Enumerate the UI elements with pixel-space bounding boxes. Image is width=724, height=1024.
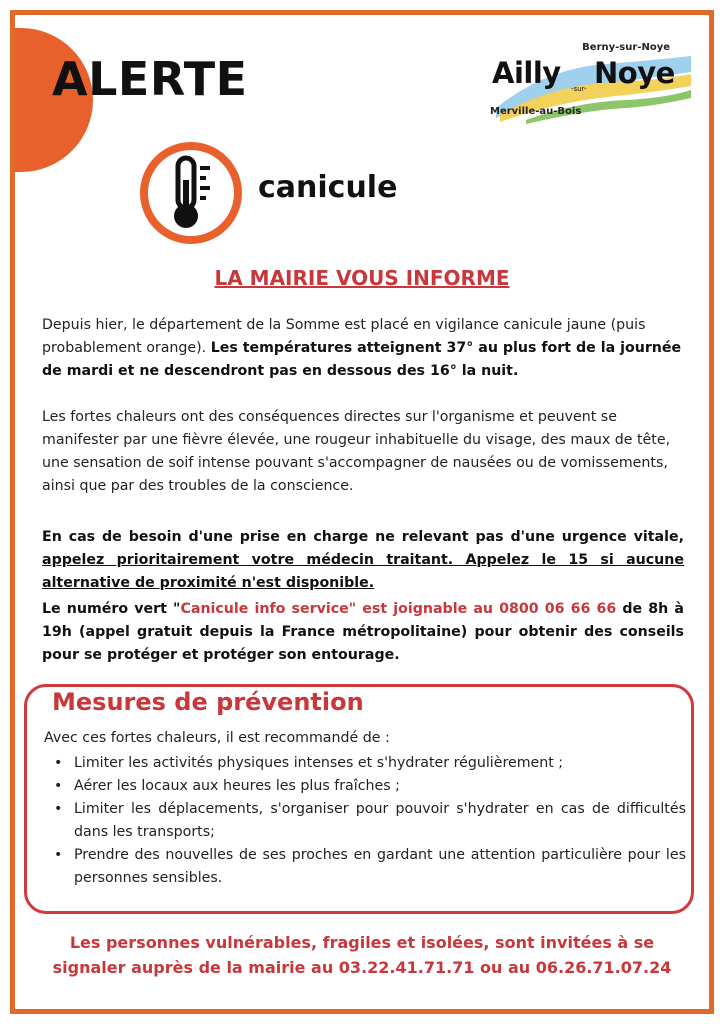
bullet-icon: • — [54, 847, 63, 863]
list-item-text: Aérer les locaux aux heures les plus fraîches ; — [74, 778, 400, 794]
logo-sur: -sur- — [571, 85, 587, 93]
paragraph-hotline-number: Canicule info service" est joignable au 0800 06 66 66 — [180, 601, 617, 617]
list-item-text: Prendre des nouvelles de ses proches en gardant une attention particulière pour les personnes sensibles. — [74, 847, 686, 886]
list-item — [50, 752, 686, 775]
list-item — [50, 775, 686, 798]
paragraph-hotline-start: Le numéro vert " — [42, 601, 181, 617]
list-item — [50, 844, 686, 890]
logo-berny: Berny-sur-Noye — [582, 42, 670, 53]
logo-ailly: Ailly — [492, 56, 561, 90]
prevention-title: Mesures de prévention — [52, 688, 364, 716]
paragraph-vigilance — [42, 314, 684, 383]
thermometer-icon — [138, 140, 244, 246]
logo-merville: Merville-au-Bois — [490, 106, 582, 117]
main-heading: LA MAIRIE VOUS INFORME — [214, 266, 510, 290]
paragraph-vigilance-normal: Depuis hier, le département de la Somme est placé en vigilance canicule jaune (puis probablement orange). — [42, 317, 646, 356]
list-item — [50, 798, 686, 844]
list-item-text: Limiter les activités physiques intenses et s'hydrater régulièrement ; — [74, 755, 564, 771]
paragraph-vigilance-bold: Les températures atteignent 37° au plus fort de la journée de mardi et ne descendront pas en dessous des 16° la nuit. — [42, 340, 682, 379]
list-item-text: Limiter les déplacements, s'organiser pour pouvoir s'hydrater en cas de difficultés dans les transports; — [74, 801, 686, 840]
town-logo — [486, 38, 696, 124]
footer-contact — [0, 930, 724, 980]
alert-title: ALERTE — [52, 52, 248, 106]
paragraph-care-underlined: appelez prioritairement votre médecin traitant. Appelez le 15 si aucune alternative de proximité n'est disponible. — [42, 552, 684, 591]
alert-subject: canicule — [258, 170, 398, 205]
paragraph-symptoms: Les fortes chaleurs ont des conséquences directes sur l'organisme et peuvent se manifester par une fièvre élevée, une rougeur inhabituelle du visage, des maux de tête, une sensation de soif intense pouvant s'accompagner de nausées ou de vomissements, ainsi que par des troubles de la conscience. — [42, 409, 671, 494]
bullet-icon: • — [54, 778, 63, 794]
prevention-list — [50, 752, 686, 890]
paragraph-care-bold: En cas de besoin d'une prise en charge ne relevant pas d'une urgence vitale, — [42, 529, 684, 545]
paragraph-hotline-end: de 8h à 19h (appel gratuit depuis la France métropolitaine) pour obtenir des conseils pour se protéger et protéger son entourage. — [42, 601, 684, 663]
footer-line-2: signaler auprès de la mairie au 03.22.41.71.71 ou au 06.26.71.07.24 — [52, 958, 672, 977]
paragraph-hotline — [42, 598, 684, 667]
bullet-icon: • — [54, 755, 63, 771]
logo-noye: Noye — [594, 56, 675, 90]
footer-line-1: Les personnes vulnérables, fragiles et isolées, sont invitées à se — [69, 933, 655, 952]
bullet-icon: • — [54, 801, 63, 817]
prevention-intro: Avec ces fortes chaleurs, il est recommandé de : — [44, 730, 390, 746]
paragraph-care — [42, 526, 684, 595]
